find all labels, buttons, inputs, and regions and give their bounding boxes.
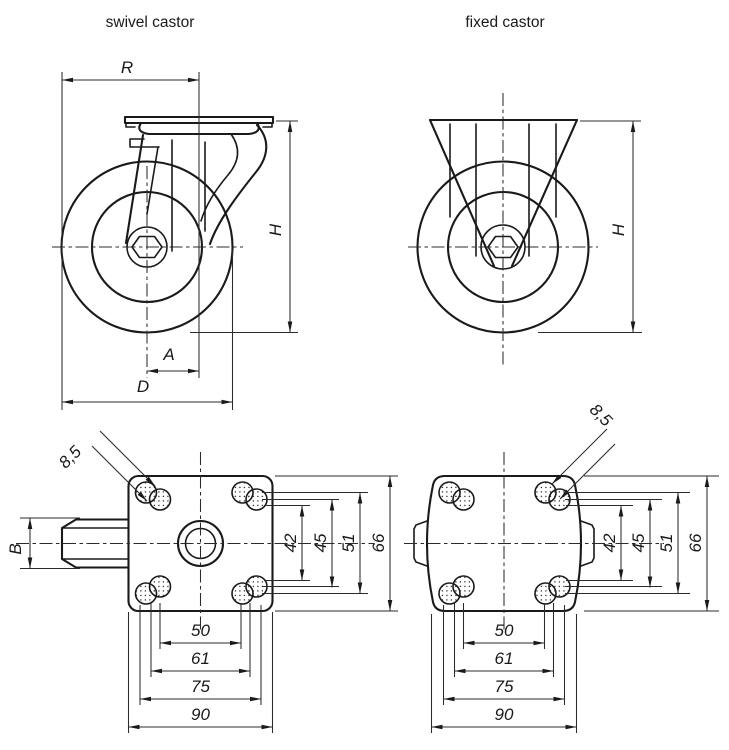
bolt-slot-top-right <box>535 482 570 510</box>
slot-width-leader <box>92 446 147 501</box>
dim-label-42: 42 <box>600 533 619 553</box>
swivel-castor-plan-view <box>6 431 398 733</box>
dim-label-75: 75 <box>494 677 514 696</box>
bolt-slot-bottom-left <box>136 576 171 604</box>
dim-label-slot-width: 8,5 <box>585 400 616 431</box>
fixed-fork-left-leg <box>430 120 494 266</box>
fork-left-inner-edge <box>147 147 158 214</box>
dim-label-50: 50 <box>191 621 210 640</box>
fixed-castor-plan-view <box>404 400 719 733</box>
dim-label-diameter: D <box>136 377 150 396</box>
dim-label-slot-width: 8,5 <box>55 442 86 473</box>
dim-label-51: 51 <box>657 533 676 553</box>
fixed-fork-right-leg <box>512 120 577 266</box>
dim-label-offset: A <box>163 345 175 364</box>
slot-width-leader <box>100 431 155 486</box>
bolt-slot-top-left <box>136 482 171 510</box>
dim-label-90: 90 <box>191 705 210 724</box>
dim-label-66: 66 <box>686 533 705 553</box>
fork-left-outer-edge <box>126 135 143 243</box>
dim-label-wheel-width: B <box>6 543 25 555</box>
swivel-castor-title: swivel castor <box>105 14 195 31</box>
bolt-slot-top-right <box>232 482 267 510</box>
fixed-castor-side-view <box>408 14 642 368</box>
fork-tab <box>130 139 159 147</box>
dim-label-75: 75 <box>191 677 210 696</box>
dim-label-height: H <box>609 223 628 237</box>
dim-label-61: 61 <box>191 649 210 668</box>
dim-label-51: 51 <box>339 533 358 553</box>
bolt-slot-top-left <box>439 482 474 510</box>
dim-label-90: 90 <box>494 705 514 724</box>
swivel-castor-side-view <box>52 14 298 410</box>
bolt-slot-bottom-right <box>232 576 267 604</box>
fork-right-inner-edge <box>201 134 237 221</box>
dim-label-42: 42 <box>281 533 300 553</box>
dim-label-45: 45 <box>629 533 648 553</box>
slot-width-leader <box>560 444 615 499</box>
dim-label-66: 66 <box>369 533 388 553</box>
dim-label-radius: R <box>120 58 134 77</box>
dim-label-45: 45 <box>311 533 330 553</box>
dim-label-61: 61 <box>494 649 514 668</box>
fork-right-outer-edge <box>210 125 266 244</box>
dim-label-50: 50 <box>494 621 514 640</box>
bolt-slot-bottom-left <box>439 576 474 604</box>
dim-label-height: H <box>266 223 285 237</box>
fixed-castor-title: fixed castor <box>465 14 545 31</box>
bolt-slot-bottom-right <box>535 576 570 604</box>
